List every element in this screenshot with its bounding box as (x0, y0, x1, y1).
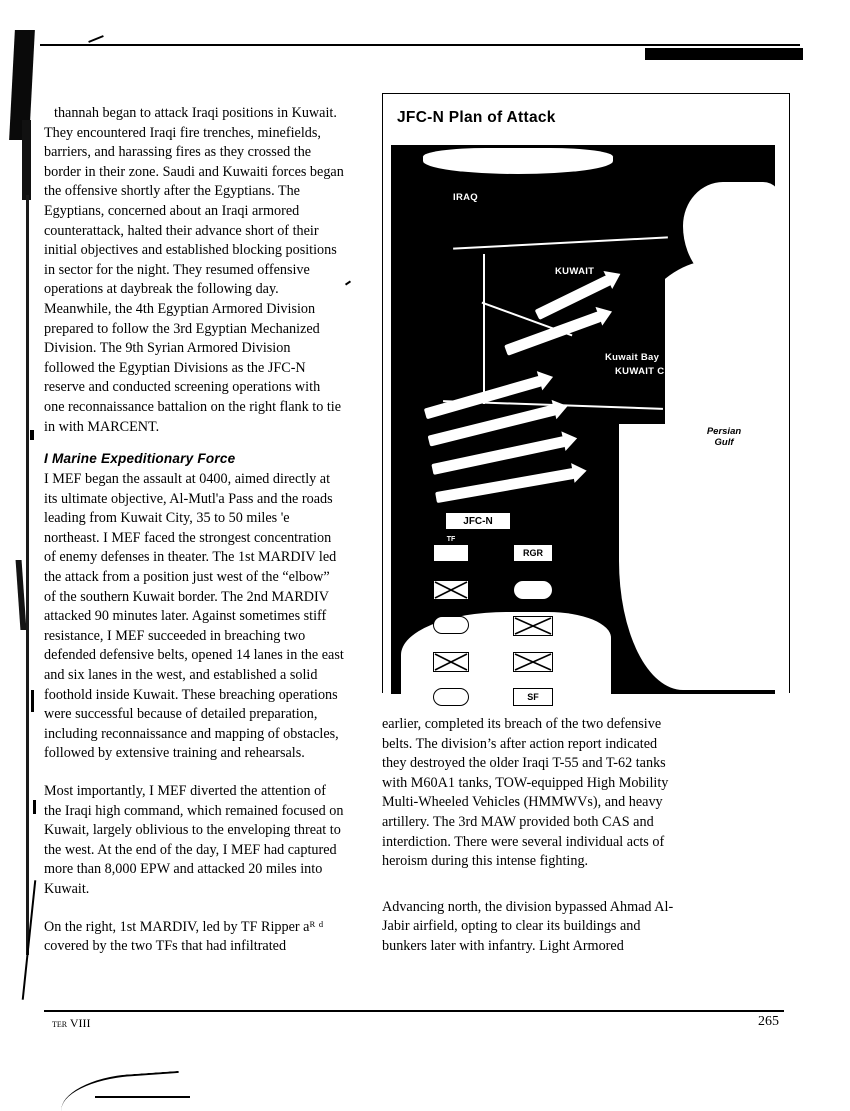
paragraph: On the right, 1st MARDIV, led by TF Ripper aᴿ ᵈ covered by the two TFs that had infiltrated (44, 918, 324, 955)
unit-symbol-armor (433, 688, 469, 706)
page-number: 265 (758, 1014, 779, 1029)
kuwait-landmass (479, 254, 665, 424)
scan-artifact-fleck (345, 280, 351, 285)
attack-arrow (431, 436, 565, 475)
map-label-kuwait-bay: Kuwait Bay (605, 352, 660, 363)
scan-artifact-bottom-line (95, 1096, 190, 1098)
map-label-kuwait-city: KUWAIT CITY (615, 366, 681, 377)
iraq-kuwait-border (453, 236, 668, 249)
map-label-iraq: IRAQ (453, 192, 478, 203)
footer-chapter-label: ter VIII (52, 1016, 91, 1030)
infantry-icon (434, 581, 468, 599)
unit-symbol-infantry (433, 652, 469, 672)
unit-symbol-armor (433, 616, 469, 634)
infantry-icon (434, 653, 468, 671)
page-top-rule (40, 44, 800, 46)
paragraph: thannah began to attack Iraqi positions in Kuwait. They encountered Iraqi fire trenches, minefields, barriers, and harassing fires as they crossed the border in their zone. Saudi and Kuwaiti forces began the offensive shortly after the Egyptians. The Egyptians, concerned about an Iraqi armored counterattack, halted their advance short of their initial objectives and established blocking positions in sector for the night. They resumed offensive operations at daybreak the following day. Meanwhile, the 4th Egyptian Armored Division prepared to follow the 3rd Egyptian Mechanized Division. The 9th Syrian Armored Division followed the Egyptian Divisions as the JFC-N reserve and conducted screening operations with one reconnaissance battalion on the right flank to tie in with MARCENT. (44, 105, 344, 435)
unit-tag: TF (446, 536, 456, 543)
scan-artifact-spine (26, 195, 29, 955)
section-heading: I Marine Expeditionary Force (44, 451, 236, 467)
figure-jfcn-plan-of-attack (382, 93, 790, 702)
jfcn-force-box: JFC-N (445, 512, 511, 530)
unit-symbol-blank (433, 536, 469, 562)
paragraph: I MEF began the assault at 0400, aimed directly at its ultimate objective, Al-Mutl'a Pass and the roads leading from Kuwait City, 35 to 50 miles 'e northeast. I MEF faced the strongest concentration of enemy defenses in theater. The 1st MARDIV led the attack from a position just west of the “elbow” of the southern Kuwait border. The 2nd MARDIV attacked 90 minutes later. Against sometimes stiff resistance, I MEF succeeded in breaching two defended defensive belts, opened 14 lanes in the east and six lanes in the west, and established a solid foothold inside Kuwait. These breaching operations were successful because of detailed preparation, including reconnaissance and mapping of obstacles, followed by extensive training and rehearsals. (44, 471, 344, 762)
attack-arrow (435, 468, 575, 503)
scan-artifact-spine-blot (16, 560, 27, 630)
paragraph: Most importantly, I MEF diverted the attention of the Iraqi high command, which remained focused on Kuwait, largely oblivious to the enveloping threat to the west. At the end of the day, I MEF had captured more than 8,000 EPW and attacked 20 miles into Kuwait. (44, 783, 344, 897)
map-signature: 4 (751, 658, 765, 682)
scan-artifact-left-edge-2 (22, 120, 31, 200)
figure-title: JFC-N Plan of Attack (397, 109, 556, 126)
map-left-margin (383, 142, 391, 694)
scan-artifact-slant-line (22, 880, 37, 1000)
page-bottom-rule (44, 1010, 784, 1012)
map-label-persian-gulf: Persian Gulf (706, 426, 742, 448)
unit-symbol-special-forces: SF (513, 688, 553, 706)
scan-artifact-top-tick (88, 35, 104, 43)
paragraph: Advancing north, the division bypassed Ahmad Al-Jabir airfield, opting to clear its buildings and bunkers later with infantry. Light Armored (382, 898, 674, 954)
map-image (383, 142, 789, 702)
left-text-column (44, 104, 344, 969)
unit-symbol-infantry (433, 580, 469, 600)
right-text-column (382, 715, 682, 969)
scan-artifact-bottom-curve (59, 1071, 181, 1111)
map-label-kuwait: KUWAIT (555, 266, 595, 277)
unit-symbol-ranger: RGR (513, 544, 553, 562)
paragraph: earlier, completed its breach of the two defensive belts. The division’s after action report indicated they destroyed the older Iraqi T-55 and T-62 tanks with M60A1 tanks, TOW-equipped High Mobility Multi-Wheeled Vehicles (HMMWVs), and heavy artillery. The 3rd MAW provided both CAS and interdiction. There were several individual acts of heroism during this intense fighting. (382, 716, 669, 870)
scan-artifact-fleck (30, 430, 34, 440)
iraq-region-highlight (423, 148, 613, 174)
unit-symbol-infantry (513, 652, 553, 672)
infantry-icon (514, 653, 552, 671)
unit-symbol-infantry (513, 616, 553, 636)
map-top-separator (383, 142, 789, 145)
scan-artifact-fleck (33, 800, 36, 814)
infantry-icon (514, 617, 552, 635)
scan-artifact-black-bar (645, 48, 803, 60)
unit-symbol-armor (513, 580, 553, 600)
western-border (483, 254, 485, 404)
scan-artifact-fleck (31, 690, 34, 712)
